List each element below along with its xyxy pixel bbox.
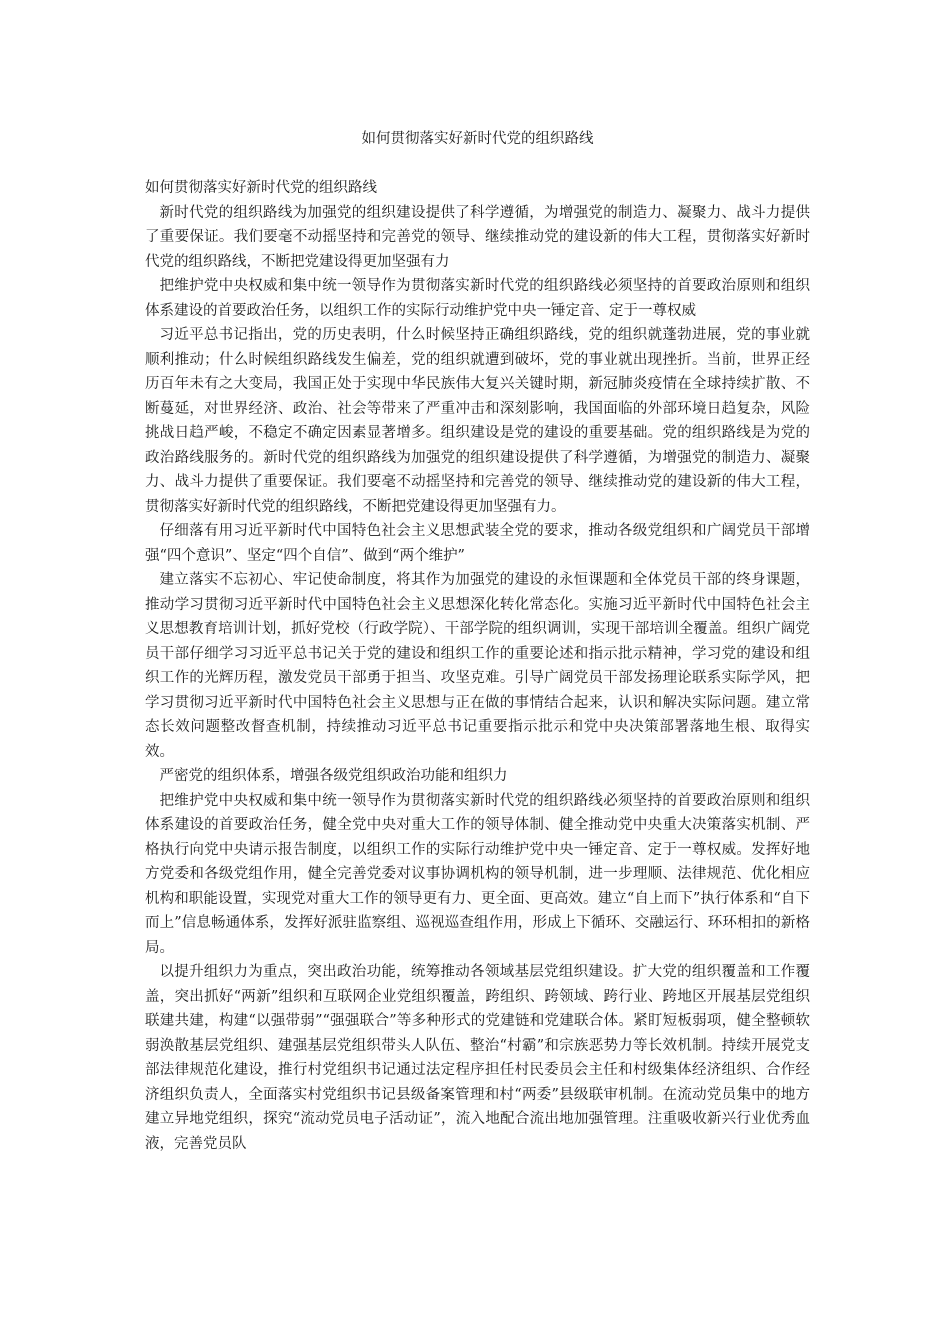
section-heading: 把维护党中央权威和集中统一领导作为贯彻落实新时代党的组织路线必须坚持的首要政治原则和组织体系建设的首要政治任务，以组织工作的实际行动维护党中央一锤定音、定于一尊权威 <box>145 278 810 319</box>
section-heading: 严密党的组织体系，增强各级党组织政治功能和组织力 <box>159 768 508 784</box>
document-title: 如何贯彻落实好新时代党的组织路线 <box>361 131 594 147</box>
section-heading: 仔细落有用习近平新时代中国特色社会主义思想武装全党的要求，推动各级党组织和广阔党员干部增强“四个意识”、坚定“四个自信”、做到“两个维护” <box>145 523 810 564</box>
paragraph: 建立落实不忘初心、牢记使命制度，将其作为加强党的建设的永恒课题和全体党员干部的终身课题，推动学习贯彻习近平新时代中国特色社会主义思想深化转化常态化。实施习近平新时代中国特色社会主义思想教育培训计划，抓好党校（行政学院）、干部学院的组织调训，实现干部培训全覆盖。组织广阔党员干部仔细学习习近平总书记关于党的建设和组织工作的重要论述和指示批示精神，学习党的建设和组织工作的光辉历程，激发党员干部勇于担当、攻坚克难。引导广阔党员干部发扬理论联系实际学风，把学习贯彻习近平新时代中国特色社会主义思想与正在做的事情结合起来，认识和解决实际问题。建立常态长效问题整改督查机制，持续推动习近平总书记重要指示批示和党中央决策部署落地生根、取得实效。 <box>145 572 810 760</box>
paragraph: 新时代党的组织路线为加强党的组织建设提供了科学遵循，为增强党的制造力、凝聚力、战斗力提供了重要保证。我们要毫不动摇坚持和完善党的领导、继续推动党的建设新的伟大工程，贯彻落实好新时代党的组织路线，不断把党建设得更加坚强有力 <box>145 204 810 270</box>
paragraph: 以提升组织力为重点，突出政治功能，统筹推动各领域基层党组织建设。扩大党的组织覆盖和工作覆盖，突出抓好“两新”组织和互联网企业党组织覆盖，跨组织、跨领域、跨行业、跨地区开展基层党组织联建共建，构建“以强带弱”“强强联合”等多种形式的党建链和党建联合体。紧盯短板弱项，健全整顿软弱涣散基层党组织、建强基层党组织带头人队伍、整治“村霸”和宗族恶势力等长效机制。持续开展党支部法律规范化建设，推行村党组织书记通过法定程序担任村民委员会主任和村级集体经济组织、合作经济组织负责人，全面落实村党组织书记县级备案管理和村“两委”县级联审机制。在流动党员集中的地方建立异地党组织，探究“流动党员电子活动证”，流入地配合流出地加强管理。注重吸收新兴行业优秀血液，完善党员队 <box>145 964 810 1152</box>
paragraph: 习近平总书记指出，党的历史表明，什么时候坚持正确组织路线，党的组织就蓬勃进展，党的事业就顺利推动；什么时候组织路线发生偏差，党的组织就遭到破坏，党的事业就出现挫折。当前，世界正经历百年未有之大变局，我国正处于实现中华民族伟大复兴关键时期，新冠肺炎疫情在全球持续扩散、不断蔓延，对世界经济、政治、社会等带来了严重冲击和深刻影响，我国面临的外部环境日趋复杂，风险挑战日趋严峻，不稳定不确定因素显著增多。组织建设是党的建设的重要基础。党的组织路线是为党的政治路线服务的。新时代党的组织路线为加强党的组织建设提供了科学遵循，为增强党的制造力、凝聚力、战斗力提供了重要保证。我们要毫不动摇坚持和完善党的领导、继续推动党的建设新的伟大工程，贯彻落实好新时代党的组织路线，不断把党建设得更加坚强有力。 <box>145 327 810 515</box>
paragraph: 把维护党中央权威和集中统一领导作为贯彻落实新时代党的组织路线必须坚持的首要政治原则和组织体系建设的首要政治任务，健全党中央对重大工作的领导体制、健全推动党中央重大决策落实机制、严格执行向党中央请示报告制度，以组织工作的实际行动维护党中央一锤定音、定于一尊权威。发挥好地方党委和各级党组作用，健全完善党委对议事协调机构的领导机制，进一步理顺、法律规范、优化相应机构和职能设置，实现党对重大工作的领导更有力、更全面、更高效。建立“自上而下”执行体系和“自下而上”信息畅通体系，发挥好派驻监察组、巡视巡查组作用，形成上下循环、交融运行、环环相扣的新格局。 <box>145 792 810 956</box>
document-body <box>145 176 810 1156</box>
body-heading: 如何贯彻落实好新时代党的组织路线 <box>145 180 377 196</box>
